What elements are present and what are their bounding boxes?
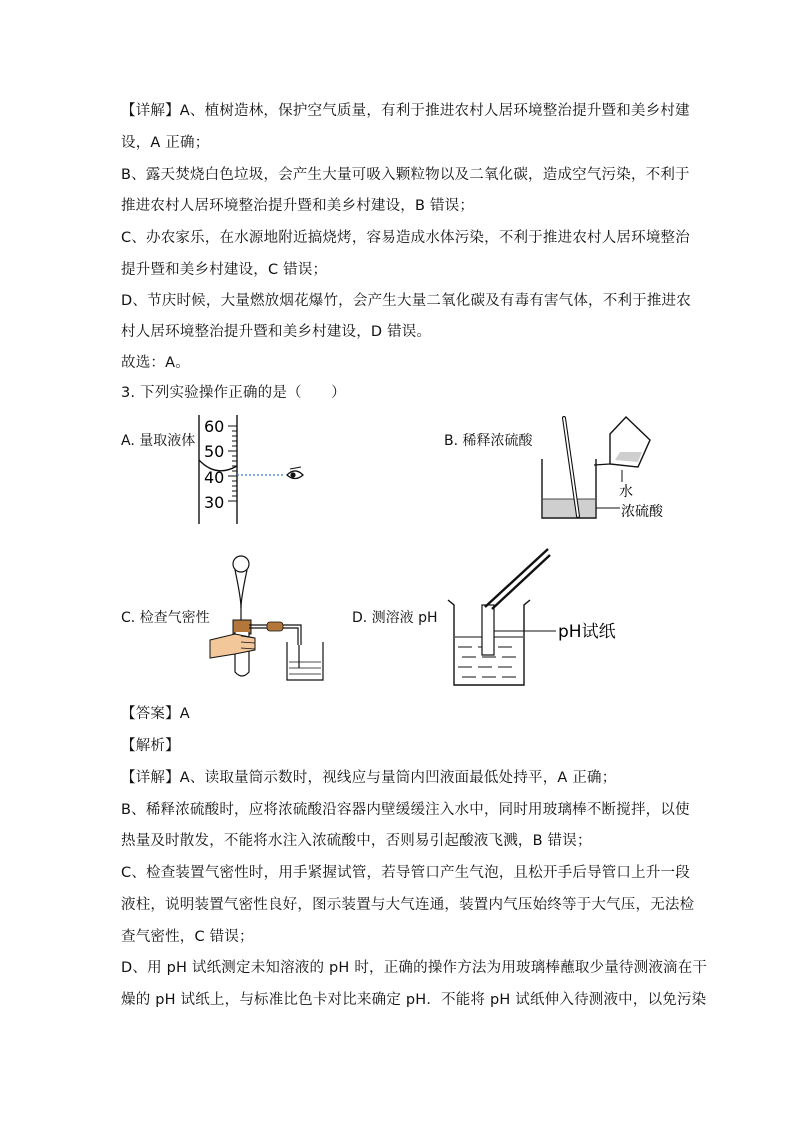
text-line: B、露天焚烧白色垃圾，会产生大量可吸入颗粒物以及二氧化碳，造成空气污染，不利于 — [121, 167, 690, 183]
rubber-joint — [267, 622, 283, 631]
text-line: 设，A 正确； — [121, 135, 210, 151]
option-a-label: A. 量取液体 — [121, 433, 196, 449]
ph-paper-label: pH试纸 — [558, 622, 616, 642]
text-line: C、检查装置气密性时，用手紧握试管，若导管口产生气泡，且松开手后导管口上升一段 — [121, 865, 690, 881]
stopper — [233, 620, 251, 634]
tick-label: 30 — [204, 493, 225, 512]
tick-label: 50 — [204, 442, 225, 461]
graduated-cylinder-figure — [190, 412, 310, 527]
text-line: 提升暨和美乡村建设，C 错误； — [121, 262, 328, 278]
text-line: 【详解】A、植树造林，保护空气质量，有利于推进农村人居环境整治提升暨和美乡村建 — [121, 103, 690, 119]
answer: 【答案】A — [121, 706, 190, 722]
text-line: 液柱，说明装置气密性良好，图示装置与大气连通，装置内气压始终等于大气压，无法检 — [121, 897, 695, 913]
option-b-label: B. 稀释浓硫酸 — [444, 433, 533, 449]
text-line: B、稀释浓硫酸时，应将浓硫酸沿容器内壁缓缓注入水中，同时用玻璃棒不断搅拌，以使 — [121, 802, 690, 818]
text-line: 查气密性，C 错误； — [121, 929, 254, 945]
text-line: D、节庆时候，大量燃放烟花爆竹，会产生大量二氧化碳及有毒有害气体，不利于推进农 — [121, 293, 691, 309]
water-label: 水 — [619, 484, 633, 500]
airtightness-figure — [205, 550, 355, 685]
text-line: C、办农家乐，在水源地附近搞烧烤，容易造成水体污染，不利于推进农村人居环境整治 — [121, 230, 690, 246]
acid-liquid — [543, 499, 595, 517]
tick-label: 60 — [204, 417, 225, 436]
text-line: D、用 pH 试纸测定未知溶液的 pH 时，正确的操作方法为用玻璃棒蘸取少量待测液滴在干 — [121, 960, 708, 976]
text-line: 热量及时散发，不能将水注入浓硫酸中，否则易引起酸液飞溅，B 错误； — [121, 833, 592, 849]
tick-label: 40 — [204, 468, 225, 487]
analysis-title: 【解析】 — [121, 738, 180, 754]
tweezers — [485, 549, 550, 609]
text-line: 故选：A。 — [121, 355, 190, 371]
option-c-label: C. 检查气密性 — [121, 610, 210, 626]
eye-icon — [287, 467, 303, 479]
text-line: 村人居环境整治提升暨和美乡村建设，D 错误。 — [121, 324, 432, 340]
text-line: 推进农村人居环境整治提升暨和美乡村建设，B 错误； — [121, 198, 475, 214]
pouring-beaker — [594, 417, 650, 467]
text-line: 燥的 pH 试纸上，与标准比色卡对比来确定 pH．不能将 pH 试纸伸入待测液中，以免污染 — [121, 992, 707, 1008]
question-stem: 3. 下列实验操作正确的是（ ） — [121, 385, 346, 401]
ph-test-figure — [440, 545, 640, 690]
dilution-figure — [530, 412, 680, 527]
acid-label: 浓硫酸 — [621, 504, 663, 520]
ph-paper — [482, 605, 494, 655]
option-d-label: D. 测溶液 pH — [352, 610, 438, 626]
text-line: 【详解】A、读取量筒示数时，视线应与量筒内凹液面最低处持平，A 正确； — [121, 770, 617, 786]
